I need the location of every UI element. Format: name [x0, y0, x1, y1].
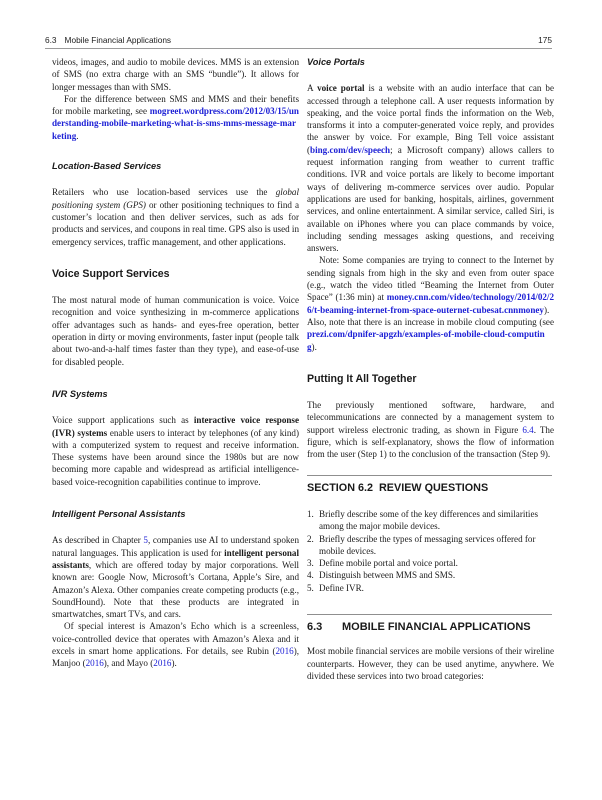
right-column: [307, 56, 554, 682]
paragraph-amazon-echo: Of special interest is Amazon’s Echo which is a screenless, voice-controlled device that operates with Amazon’s Alexa and it excels in smart home applications. For details, see Rubin (2016), Manjoo (2016), and Mayo (2016).: [52, 621, 299, 669]
heading-putting-it-all-together: Putting It All Together: [307, 372, 417, 385]
review-question: 2. Briefly describe the types of messaging services offered for mobile devices.: [307, 533, 536, 556]
cnn-video-link[interactable]: money.cnn.com/video/technology/2014/02/26/t-beaming-internet-from-space-outernet-cubesat.cnnmoney: [307, 292, 554, 315]
paragraph-note-internet-space: Note: Some companies are trying to connect to the Internet by sending signals from high in the sky and even from outer space (e.g., watch the video titled “Beaming the Internet from Outer Space” (1:36 min) at money.cnn.com/video/technology/2014/02/26/t-beaming-internet-from-space-outernet-cubesat.cnnmoney). Also, note that there is an increase in mobile cloud computing (see prezi.com/dpnifer-apgzh/examples-of-mobile-cloud-computing).: [307, 255, 554, 352]
figure-6-4-link[interactable]: 6.4: [522, 424, 534, 435]
heading-voice-support-services: Voice Support Services: [52, 267, 170, 280]
section-6-3-title: 6.3 MOBILE FINANCIAL APPLICATIONS: [307, 620, 531, 633]
header-section-number: 6.3: [45, 35, 57, 45]
paragraph-putting-together: The previously mentioned software, hardware, and telecommunications are connected by a management system to support wireless electronic trading, as shown in Figure 6.4. The figure, which is self-explanatory, shows the flow of information from the user (Step 1) to the conclusion of the transaction (Step 9).: [307, 400, 554, 460]
left-column: [52, 56, 299, 670]
paragraph-voice-support: The most natural mode of human communication is voice. Voice recognition and voice synthesizing in m-commerce applications offer advantages such as hands- and eyes-free operation, better operation in dirty or moving environments, faster input (people talk about two-and-a-half times faster than they type), and ease-of-use for disabled people.: [52, 295, 299, 367]
running-header: [45, 35, 552, 49]
mayo-2016-link[interactable]: 2016: [153, 658, 172, 669]
header-section-title: Mobile Financial Applications: [64, 35, 172, 45]
review-question: 5. Define IVR.: [307, 582, 364, 593]
paragraph-mobile-financial-intro: Most mobile financial services are mobile versions of their wireline counterparts. However, they can be used anytime, anywhere. We divided these services into two broad categories:: [307, 646, 554, 681]
paragraph-location: Retailers who use location-based services use the global positioning system (GPS) or other positioning techniques to find a customer’s location and then deliver services, such as ads for products and services, and coupons in real time. GPS also is used in emergency services, traffic management, and other applications.: [52, 187, 300, 247]
bing-speech-link[interactable]: bing.com/dev/speech: [310, 144, 391, 155]
review-questions-title: SECTION 6.2 REVIEW QUESTIONS: [307, 481, 489, 494]
heading-location-based-services: Location-Based Services: [52, 161, 162, 172]
header-section: [45, 35, 171, 45]
paragraph-mms: videos, images, and audio to mobile devices. MMS is an extension of SMS (no extra charge with an SMS “bundle”). It allows for longer messages than with SMS.: [52, 57, 299, 92]
heading-voice-portals: Voice Portals: [307, 57, 365, 67]
chapter-5-link[interactable]: 5: [143, 535, 148, 546]
paragraph-sms-mms-difference: For the difference between SMS and MMS and their benefits for mobile marketing, see mogreet.wordpress.com/2012/03/15/understanding-mobile-marketing-what-is-sms-mms-message-marketing.: [52, 93, 299, 141]
prezi-link[interactable]: prezi.com/dpnifer-apgzh/examples-of-mobile-cloud-computing: [307, 329, 545, 352]
review-questions-list: [307, 508, 554, 594]
paragraph-ivr: Voice support applications such as interactive voice response (IVR) systems enable users to interact by telephones (of any kind) with a computerized system to request and receive information. These systems have been around since the 1980s but are now becoming more capable and widespread as artificial intelligence-based voice-recognition capabilities continue to improve.: [52, 415, 299, 487]
heading-intelligent-personal-assistants: Intelligent Personal Assistants: [52, 509, 186, 520]
review-question: 1. Briefly describe some of the key differences and similarities among the major mobile devices.: [307, 508, 539, 532]
paragraph-ipa: As described in Chapter 5, companies use AI to understand spoken natural languages. This application is used for intelligent personal assistants, which are offered today by major corporations. Well known are: Google Now, Microsoft’s Cortana, Apple’s Sire, and Amazon’s Alexa. Other companies create competing products (e.g., SoundHound). Note that these products are integrated in smartwatches, smart TVs, and cars.: [52, 535, 299, 620]
review-question: 4. Distinguish between MMS and SMS.: [307, 570, 456, 581]
review-question: 3. Define mobile portal and voice portal.: [307, 558, 458, 569]
manjoo-2016-link[interactable]: 2016: [85, 658, 104, 669]
header-rule: [45, 48, 552, 49]
mogreet-link[interactable]: mogreet.wordpress.com/2012/03/15/understanding-mobile-marketing-what-is-sms-mms-message-marketing: [52, 106, 299, 141]
heading-ivr-systems: IVR Systems: [52, 388, 108, 399]
paragraph-voice-portal: A voice portal is a website with an audio interface that can be accessed through a telephone call. A user requests information by speaking, and the voice portal finds the information on the Web, transforms it into a computer-generated voice reply, and provides the answer by voice. For example, Bing Tell voice assistant (bing.com/dev/speech; a Microsoft company) allows callers to request information ranging from weather to current traffic conditions. IVR and voice portals are likely to become important ways of delivering m-commerce services over audio. Popular applications are used for banking, hospitals, airlines, government services, and online entertainment. A similar service, called Siri, is available on iPhones where you can place commands by voice, including sending messages asking questions, and receiving answers.: [307, 83, 554, 254]
page-number: 175: [538, 35, 552, 45]
rubin-2016-link[interactable]: 2016: [275, 645, 294, 656]
